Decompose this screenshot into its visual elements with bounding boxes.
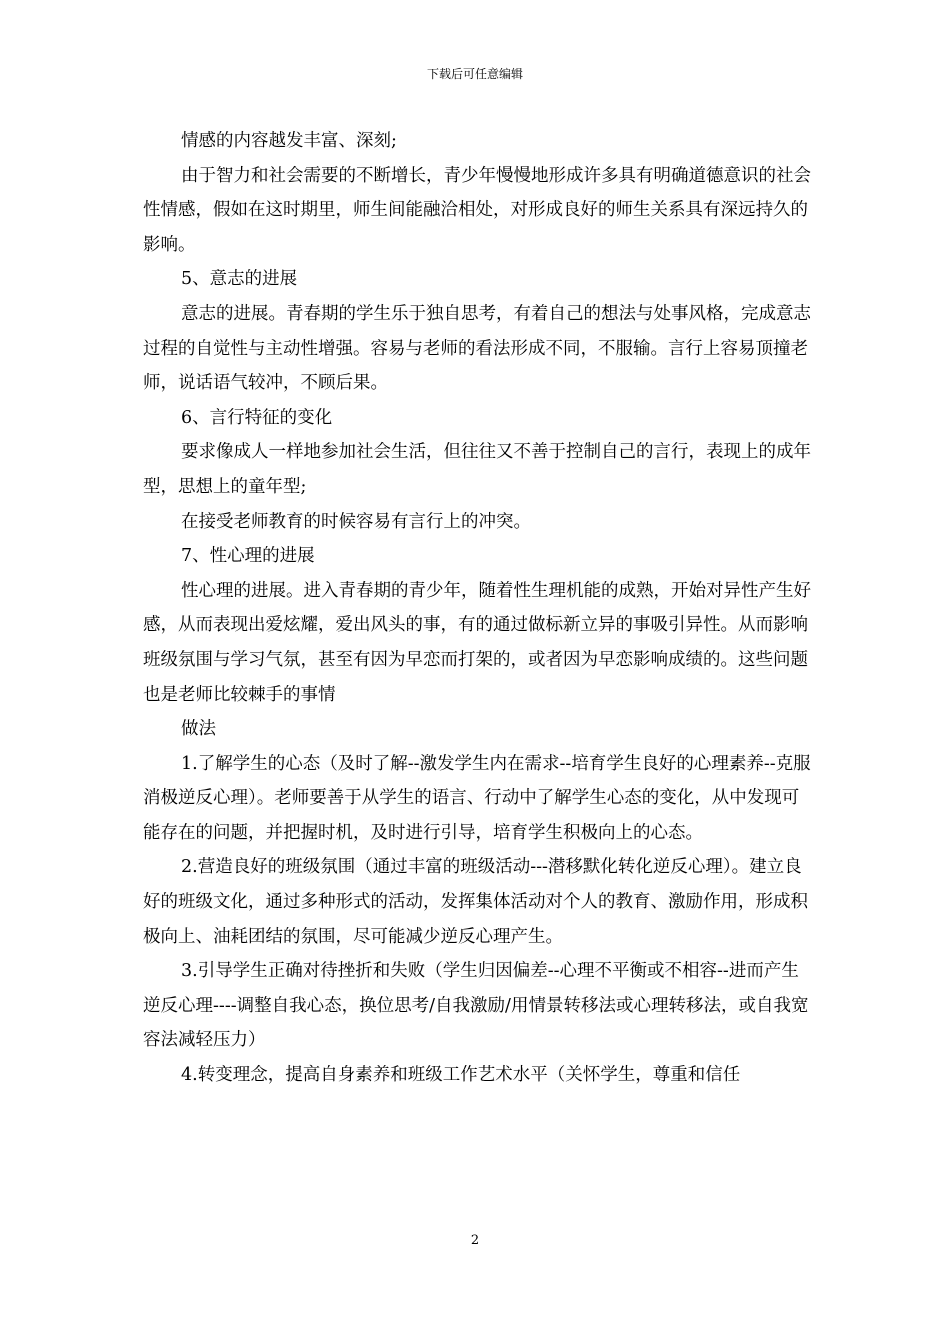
paragraph: 性心理的进展。进入青春期的青少年，随着性生理机能的成熟，开始对异性产生好感，从而表现出爱炫耀，爱出风头的事，有的通过做标新立异的事吸引异性。从而影响班级氛围与学习气氛，甚至有因为早恋而打架的，或者因为早恋影响成绩的。这些问题也是老师比较棘手的事情 <box>143 580 811 705</box>
section-heading: 6、言行特征的变化 <box>181 407 333 428</box>
list-item: 2.营造良好的班级氛围（通过丰富的班级活动---潜移默化转化逆反心理）。建立良好的班级文化，通过多种形式的活动，发挥集体活动对个人的教育、激励作用，形成积极向上、油耗团结的氛围，尽可能减少逆反心理产生。 <box>143 857 808 947</box>
section-heading: 7、性心理的进展 <box>181 546 315 567</box>
document-body <box>143 124 811 1093</box>
section-heading: 做法 <box>181 719 216 740</box>
paragraph: 在接受老师教育的时候容易有言行上的冲突。 <box>181 511 531 532</box>
paragraph: 情感的内容越发丰富、深刻; <box>181 131 397 151</box>
paragraph: 要求像成人一样地参加社会生活，但往往又不善于控制自己的言行，表现上的成年型，思想上的童年型; <box>143 442 811 497</box>
paragraph: 意志的进展。青春期的学生乐于独自思考，有着自己的想法与处事风格，完成意志过程的自觉性与主动性增强。容易与老师的看法形成不同，不服输。言行上容易顶撞老师，说话语气较冲，不顾后果。 <box>143 303 811 394</box>
page-header: 下载后可任意编辑 <box>426 67 523 81</box>
list-item: 3.引导学生正确对待挫折和失败（学生归因偏差--心理不平衡或不相容--进而产生逆反心理----调整自我心态，换位思考/自我激励/用情景转移法或心理转移法，或自我宽容法减轻压力） <box>143 961 809 1051</box>
paragraph: 由于智力和社会需要的不断增长，青少年慢慢地形成许多具有明确道德意识的社会性情感，假如在这时期里，师生间能融洽相处，对形成良好的师生关系具有深远持久的影响。 <box>143 165 811 255</box>
list-item: 4.转变理念，提高自身素养和班级工作艺术水平（关怀学生，尊重和信任 <box>181 1065 741 1086</box>
page-number: 2 <box>470 1233 480 1248</box>
section-heading: 5、意志的进展 <box>181 269 298 290</box>
list-item: 1.了解学生的心态（及时了解--激发学生内在需求--培育学生良好的心理素养--克服消极逆反心理）。老师要善于从学生的语言、行动中了解学生心态的变化，从中发现可能存在的问题，并把握时机，及时进行引导，培育学生积极向上的心态。 <box>143 753 811 843</box>
